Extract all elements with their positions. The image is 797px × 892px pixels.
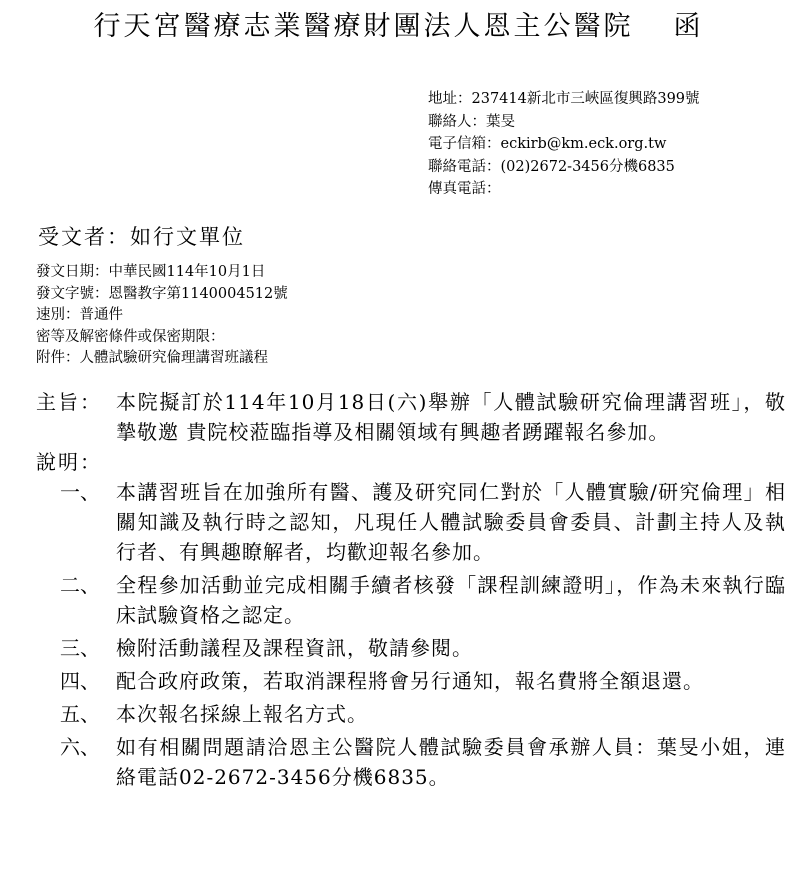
explanation-item bbox=[60, 666, 786, 696]
explanation-item bbox=[60, 570, 786, 630]
org-title: 行天宮醫療志業醫療財團法人恩主公醫院 bbox=[93, 11, 634, 42]
contact-email: 電子信箱：eckirb@km.eck.org.tw bbox=[428, 136, 667, 152]
explanation-item bbox=[60, 633, 786, 663]
doc-number: 發文字號：恩醫教字第1140004512號 bbox=[36, 285, 288, 302]
item-text: 配合政府政策，若取消課程將會另行通知，報名費將全額退還。 bbox=[116, 669, 704, 693]
item-number: 五、 bbox=[60, 702, 100, 726]
issue-date: 發文日期：中華民國114年10月1日 bbox=[36, 264, 266, 280]
subject-label: 主旨： bbox=[36, 390, 102, 414]
explanation-item bbox=[60, 477, 786, 567]
item-number: 三、 bbox=[60, 636, 100, 660]
contact-address: 地址：237414新北市三峽區復興路399號 bbox=[428, 91, 700, 107]
item-text: 本講習班旨在加強所有醫、護及研究同仁對於「人體實驗/研究倫理」相關知識及執行時之認知，凡現任人體試驗委員會委員、計劃主持人及執行者、有興趣瞭解者，均歡迎報名參加。 bbox=[116, 480, 786, 564]
contact-person: 聯絡人：葉旻 bbox=[428, 113, 515, 130]
document-title bbox=[0, 4, 797, 43]
speed: 速別：普通件 bbox=[36, 307, 123, 323]
explanation-item bbox=[60, 699, 786, 729]
item-number: 二、 bbox=[60, 573, 100, 597]
meta-block bbox=[36, 262, 288, 370]
explanation-label: 說明： bbox=[36, 450, 102, 474]
explanation-item bbox=[60, 732, 786, 792]
item-number: 四、 bbox=[60, 669, 100, 693]
contact-fax: 傳真電話： bbox=[428, 181, 501, 197]
recipient: 受文者：如行文單位 bbox=[38, 225, 245, 249]
contact-block bbox=[428, 88, 700, 201]
item-number: 六、 bbox=[60, 735, 100, 759]
item-text: 檢附活動議程及課程資訊，敬請參閱。 bbox=[116, 636, 473, 660]
subject bbox=[36, 387, 786, 447]
item-text: 本次報名採線上報名方式。 bbox=[116, 702, 368, 726]
document-body bbox=[36, 387, 786, 792]
attachment: 附件：人體試驗研究倫理講習班議程 bbox=[36, 350, 268, 366]
item-text: 如有相關問題請洽恩主公醫院人體試驗委員會承辦人員：葉旻小姐，連絡電話02-2672-3456分機6835。 bbox=[116, 735, 786, 789]
confidentiality: 密等及解密條件或保密期限： bbox=[36, 328, 225, 345]
contact-phone: 聯絡電話：(02)2672-3456分機6835 bbox=[428, 158, 675, 175]
subject-text: 本院擬訂於114年10月18日(六)舉辦「人體試驗研究倫理講習班」，敬摯敬邀 貴院校蒞臨指導及相關領域有興趣者踴躍報名參加。 bbox=[116, 390, 786, 444]
doc-type: 函 bbox=[673, 11, 704, 42]
item-text: 全程參加活動並完成相關手續者核發「課程訓練證明」，作為未來執行臨床試驗資格之認定。 bbox=[116, 573, 786, 627]
item-number: 一、 bbox=[60, 480, 100, 504]
